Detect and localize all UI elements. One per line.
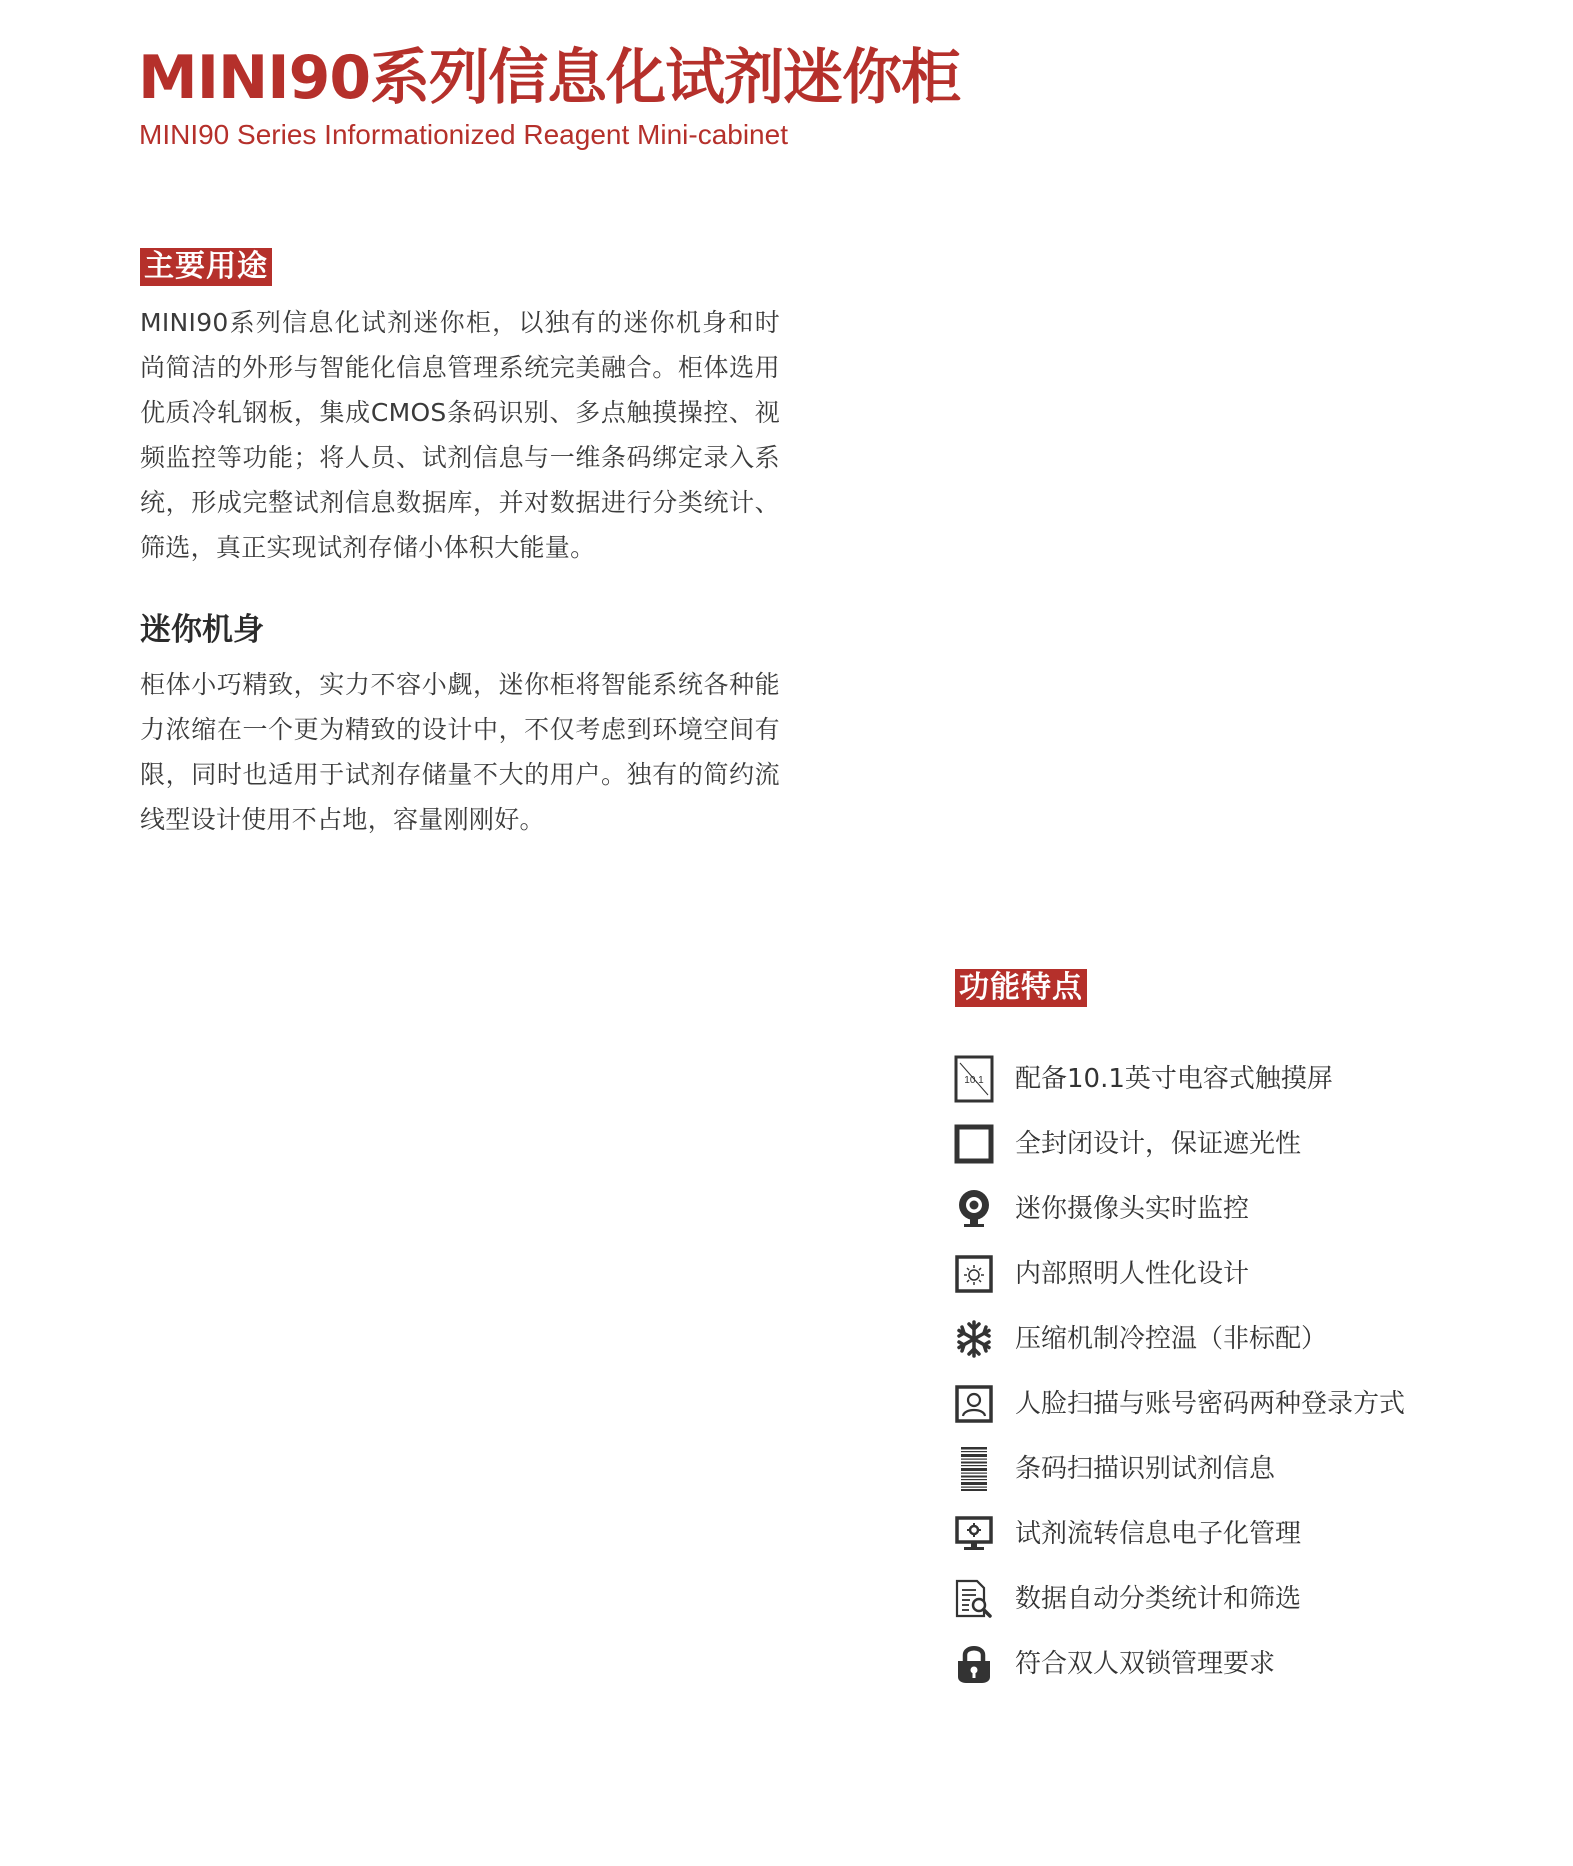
monitor-gear-icon bbox=[953, 1513, 995, 1555]
lighting-icon bbox=[953, 1253, 995, 1295]
feature-list bbox=[953, 1046, 1513, 1696]
feature-item bbox=[953, 1176, 1513, 1241]
page-subtitle: MINI90 Series Informationized Reagent Mini-cabinet bbox=[139, 119, 788, 150]
feature-label: 符合双人双锁管理要求 bbox=[1015, 1648, 1276, 1679]
usage-paragraph: MINI90系列信息化试剂迷你柜，以独有的迷你机身和时尚简洁的外形与智能化信息管理系统完美融合。柜体选用优质冷轧钢板，集成CMOS条码识别、多点触摸操控、视频监控等功能；将人员、试剂信息与一维条码绑定录入系统，形成完整试剂信息数据库，并对数据进行分类统计、筛选，真正实现试剂存储小体积大能量。 bbox=[140, 308, 780, 562]
feature-label: 人脸扫描与账号密码两种登录方式 bbox=[1015, 1388, 1406, 1419]
feature-label: 数据自动分类统计和筛选 bbox=[1015, 1583, 1302, 1614]
padlock-icon bbox=[953, 1643, 995, 1685]
mini-body-heading: 迷你机身 bbox=[140, 612, 264, 648]
camera-icon bbox=[953, 1188, 995, 1230]
section-tag-features: 功能特点 bbox=[955, 969, 1087, 1007]
page-title: MINI90系列信息化试剂迷你柜 bbox=[138, 43, 961, 113]
feature-item bbox=[953, 1436, 1513, 1501]
feature-label: 全封闭设计，保证遮光性 bbox=[1015, 1128, 1302, 1159]
feature-label: 条码扫描识别试剂信息 bbox=[1015, 1453, 1276, 1484]
feature-label: 试剂流转信息电子化管理 bbox=[1015, 1518, 1302, 1549]
feature-item bbox=[953, 1501, 1513, 1566]
section-tag-usage: 主要用途 bbox=[140, 248, 272, 286]
feature-item bbox=[953, 1631, 1513, 1696]
feature-label: 迷你摄像头实时监控 bbox=[1015, 1193, 1250, 1224]
snowflake-icon bbox=[953, 1318, 995, 1360]
feature-item bbox=[953, 1371, 1513, 1436]
face-scan-icon bbox=[953, 1383, 995, 1425]
touchscreen-icon bbox=[953, 1058, 995, 1100]
feature-label: 配备10.1英寸电容式触摸屏 bbox=[1015, 1063, 1333, 1094]
feature-item bbox=[953, 1566, 1513, 1631]
screen-size-label: 10.1 bbox=[964, 1074, 984, 1086]
feature-item bbox=[953, 1241, 1513, 1306]
barcode-icon bbox=[953, 1448, 995, 1490]
feature-label: 内部照明人性化设计 bbox=[1015, 1258, 1250, 1289]
feature-item bbox=[953, 1046, 1513, 1111]
feature-item bbox=[953, 1111, 1513, 1176]
enclosed-box-icon bbox=[953, 1123, 995, 1165]
mini-body-paragraph: 柜体小巧精致，实力不容小觑，迷你柜将智能系统各种能力浓缩在一个更为精致的设计中，不仅考虑到环境空间有限，同时也适用于试剂存储量不大的用户。独有的简约流线型设计使用不占地，容量刚刚好。 bbox=[140, 670, 780, 834]
feature-label: 压缩机制冷控温（非标配） bbox=[1015, 1323, 1328, 1354]
feature-item bbox=[953, 1306, 1513, 1371]
document-search-icon bbox=[953, 1578, 995, 1620]
